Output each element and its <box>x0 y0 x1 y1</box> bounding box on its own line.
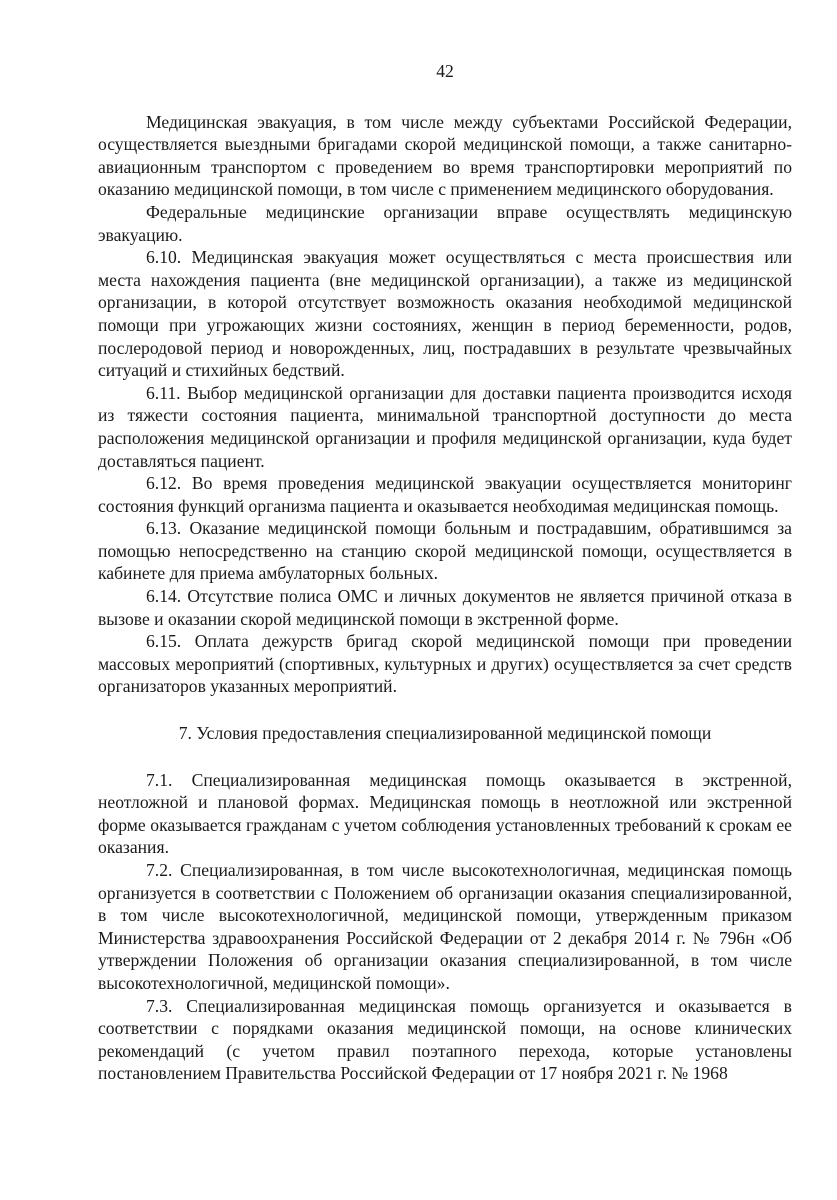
paragraph-7-3: 7.3. Специализированная медицинская помощь организуется и оказывается в соответствии с порядками оказания медицинской помощи, на основе клинических рекомендаций (с учетом правил поэтапного перехода, которые установлены постановлением Правительства Российской Федерации от 17 ноября 2021 г. № 1968 <box>98 995 792 1084</box>
section-heading: 7. Условия предоставления специализированной медицинской помощи <box>178 723 712 744</box>
page-number: 42 <box>436 61 454 81</box>
paragraph-6-14: 6.14. Отсутствие полиса ОМС и личных документов не является причиной отказа в вызове и оказании скорой медицинской помощи в экстренной форме. <box>98 586 792 629</box>
paragraph-6-12: 6.12. Во время проведения медицинской эвакуации осуществляется мониторинг состояния функций организма пациента и оказывается необходимая медицинская помощь. <box>98 473 792 516</box>
paragraph-federal-organizations: Федеральные медицинские организации вправе осуществлять медицинскую эвакуацию. <box>98 201 792 245</box>
paragraph-6-10: 6.10. Медицинская эвакуация может осуществляться с места происшествия или места нахождения пациента (вне медицинской организации), а также из медицинской организации, в которой отсутствует возможность оказания необходимой медицинской помощи при угрожающих жизни состояниях, женщин в период беременности, родов, послеродовой период и новорожденных, лиц, пострадавших в результате чрезвычайных ситуаций и стихийных бедствий. <box>98 247 792 381</box>
paragraph-evacuation: Медицинская эвакуация, в том числе между субъектами Российской Федерации, осуществляется выездными бригадами скорой медицинской помощи, а также санитарно-авиационным транспортом с проведением во время транспортировки мероприятий по оказанию медицинской помощи, в том числе с применением медицинского оборудования. <box>98 111 792 200</box>
paragraph-7-1: 7.1. Специализированная медицинская помощь оказывается в экстренной, неотложной и плановой формах. Медицинская помощь в неотложной или экстренной форме оказывается гражданам с учетом соблюдения установленных требований к срокам ее оказания. <box>98 769 792 858</box>
paragraph-6-11: 6.11. Выбор медицинской организации для доставки пациента производится исходя из тяжести состояния пациента, минимальной транспортной доступности до места расположения медицинской организации и профиля медицинской организации, куда будет доставляться пациент. <box>98 382 792 471</box>
paragraph-6-15: 6.15. Оплата дежурств бригад скорой медицинской помощи при проведении массовых мероприятий (спортивных, культурных и других) осуществляется за счет средств организаторов указанных мероприятий. <box>98 631 792 697</box>
paragraph-7-2: 7.2. Специализированная, в том числе высокотехнологичная, медицинская помощь организуется в соответствии с Положением об организации оказания специализированной, в том числе высокотехнологичной, медицинской помощи, утвержденным приказом Министерства здравоохранения Российской Федерации от 2 декабря 2014 г. № 796н «Об утверждении Положения об организации оказания специализированной, в том числе высокотехнологичной, медицинской помощи». <box>98 860 792 993</box>
paragraph-6-13: 6.13. Оказание медицинской помощи больным и пострадавшим, обратившимся за помощью непосредственно на станцию скорой медицинской помощи, осуществляется в кабинете для приема амбулаторных больных. <box>98 518 792 584</box>
document-page <box>98 60 792 1085</box>
